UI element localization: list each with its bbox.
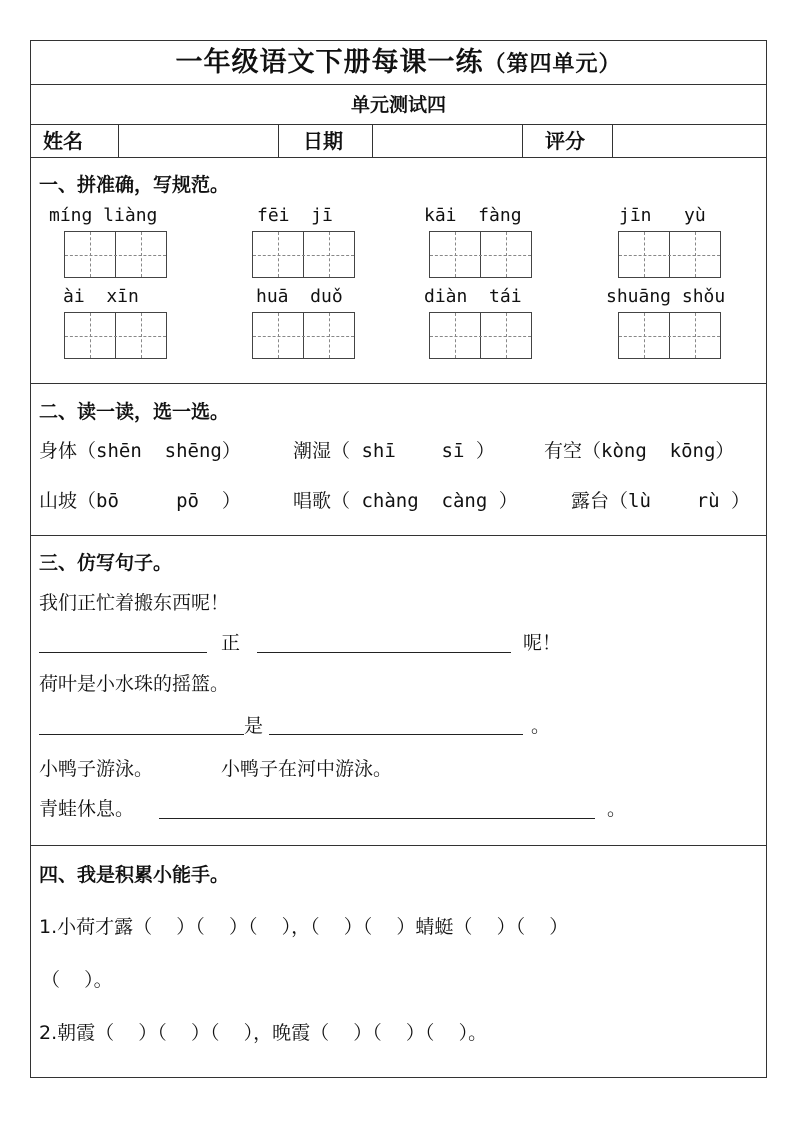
info-row <box>31 125 766 158</box>
tianzige-box[interactable] <box>618 231 721 278</box>
fill-mid-word: 是 <box>244 715 264 737</box>
choice-options[interactable]: （lù rù ） <box>609 490 750 512</box>
title-unit: （第四单元） <box>483 52 622 77</box>
date-field[interactable] <box>373 125 523 157</box>
fill-blank-line[interactable] <box>39 652 207 653</box>
tianzige-box[interactable] <box>252 231 355 278</box>
tianzige-box[interactable] <box>252 312 355 359</box>
section-sentence-imitation <box>31 536 766 846</box>
choice-options[interactable]: （bō pō ） <box>77 490 241 512</box>
page-subtitle: 单元测试四 <box>31 85 766 125</box>
choice-options[interactable]: （shēn shēng） <box>77 440 241 462</box>
example-short: 小鸭子游泳。 <box>39 758 154 780</box>
choice-word: 有空 <box>544 440 583 462</box>
pinyin-label: kāi fàng <box>424 205 522 226</box>
fill-blank-line[interactable] <box>269 734 523 735</box>
fill-blank-line[interactable] <box>39 734 244 735</box>
choice-item <box>39 486 241 513</box>
fill-mid-word: 正 <box>221 632 241 654</box>
pinyin-label: shuāng shǒu <box>606 286 726 307</box>
tianzige-box[interactable] <box>618 312 721 359</box>
choice-word: 身体 <box>39 440 78 462</box>
choice-item <box>571 486 750 513</box>
choice-options[interactable]: （kòng kōng） <box>582 440 735 462</box>
fill-blank-line[interactable] <box>257 652 511 653</box>
pinyin-label: ài xīn <box>63 286 139 307</box>
fill-end-word: 呢！ <box>523 632 562 654</box>
example-expanded: 小鸭子在河中游泳。 <box>221 758 393 780</box>
choice-options[interactable]: （ chàng càng ） <box>331 490 518 512</box>
section-choose-pinyin <box>31 384 766 536</box>
title-main: 一年级语文下册每课一练 <box>175 47 484 78</box>
fill-end-word: 。 <box>531 715 551 737</box>
page-title <box>31 41 766 85</box>
choice-options[interactable]: （ shī sī ） <box>331 440 495 462</box>
choice-item <box>39 436 241 463</box>
choice-word: 露台 <box>571 490 610 512</box>
score-field[interactable] <box>613 125 766 157</box>
question-1-continued[interactable]: （ ）。 <box>41 969 113 991</box>
choice-word: 山坡 <box>39 490 78 512</box>
choice-item <box>544 436 734 463</box>
question-2[interactable]: 2.朝霞（ ）（ ）（ ），晚霞（ ）（ ）（ ）。 <box>39 1022 488 1044</box>
section-pinyin-writing <box>31 158 766 384</box>
date-label: 日期 <box>279 125 373 157</box>
pinyin-label: fēi jī <box>257 205 333 226</box>
fill-blank-line[interactable] <box>159 818 595 819</box>
prompt-sentence: 青蛙休息。 <box>39 798 135 820</box>
section3-title: 三、仿写句子。 <box>39 552 173 574</box>
question-1[interactable]: 1.小荷才露（ ）（ ）（ ），（ ）（ ）蜻蜓（ ）（ ） <box>39 916 569 938</box>
example-sentence: 荷叶是小水珠的摇篮。 <box>39 673 230 695</box>
pinyin-label: jīn yù <box>619 205 706 226</box>
name-label: 姓名 <box>31 125 119 157</box>
choice-item <box>293 436 495 463</box>
section4-title: 四、我是积累小能手。 <box>39 864 230 886</box>
tianzige-box[interactable] <box>64 231 167 278</box>
tianzige-box[interactable] <box>64 312 167 359</box>
worksheet <box>30 40 767 1078</box>
section-accumulation <box>31 846 766 1079</box>
tianzige-box[interactable] <box>429 231 532 278</box>
pinyin-label: huā duǒ <box>256 286 343 307</box>
tianzige-box[interactable] <box>429 312 532 359</box>
pinyin-label: diàn tái <box>424 286 522 307</box>
name-field[interactable] <box>119 125 279 157</box>
choice-word: 唱歌 <box>293 490 332 512</box>
choice-item <box>293 486 518 513</box>
example-sentence: 我们正忙着搬东西呢！ <box>39 592 230 614</box>
score-label: 评分 <box>523 125 613 157</box>
pinyin-label: míng liàng <box>49 205 158 226</box>
section2-title: 二、读一读，选一选。 <box>39 401 230 423</box>
choice-word: 潮湿 <box>293 440 332 462</box>
section1-title: 一、拼准确，写规范。 <box>39 174 230 196</box>
fill-end-word: 。 <box>607 798 627 820</box>
